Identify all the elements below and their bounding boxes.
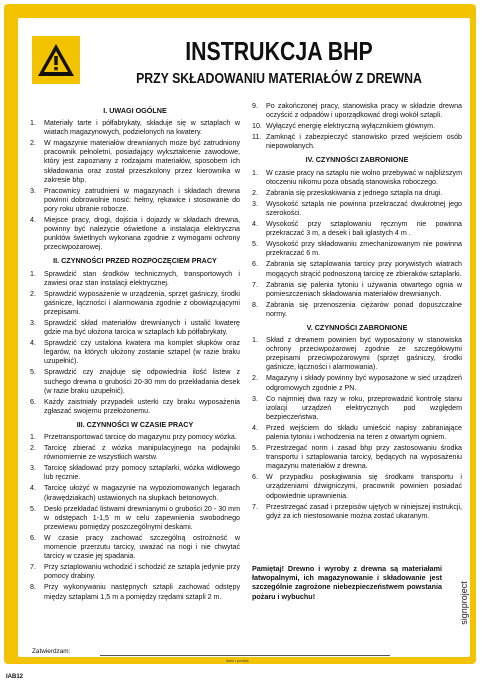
item-number: 1. [252,168,258,177]
list-item [30,534,240,561]
item-number: 4. [30,484,36,493]
item-text: Wysokość przy składowaniu zmechanizowanym nie powinna przekraczać 6 m. [266,240,462,258]
item-number: 4. [252,423,258,432]
section-list [252,336,462,521]
brand-name: signproject [458,581,469,625]
item-text: W czasie pracy zachować szczególną ostrożność w momencie przerzutu tarcicy, uważać na nogi i nie chwytać tarcicy w czasie jej spadania. [44,533,240,561]
item-number: 7. [252,502,258,511]
list-item [252,503,462,521]
item-number: 6. [30,533,36,542]
item-text: Deski przekładać listwami drewnianymi o grubości 20 - 30 mm w odstępach 1-1,5 m w celu zapewnienia swobodnego przewiewu pomiędzy poszczególnymi deskami. [44,504,240,531]
item-number: 3. [252,394,258,403]
item-text: W magazynie materiałów drewnianych może być zatrudniony pracownik pełnoletni, posiadający wykształcenie zawodowe, który jest zapoznany z rodzajami materiałów, sposobem ich składowania oraz został przeszkolony przez kierownika w zakresie bhp. [44,139,240,184]
warning-sign [32,36,80,84]
list-item [30,339,240,366]
item-number: 7. [252,280,258,289]
item-number: 4. [252,220,258,229]
signature-line [100,655,390,656]
item-number: 5. [30,504,36,513]
page-subtitle: PRZY SKŁADOWANIU MATERIAŁÓW Z DREWNA [136,70,422,87]
section-heading: I. UWAGI OGÓLNE [103,106,167,115]
item-text: W przypadku posługiwania się środkami transportu i urządzeniami dźwigniczymi, pracownik powinien posiadać odpowiednie uprawnienia. [266,473,462,500]
item-number: 4. [30,216,36,225]
list-item [30,433,240,442]
list-item [252,102,462,120]
list-item [30,368,240,395]
list-item [30,119,240,137]
item-number: 6. [30,397,36,406]
yellow-frame [4,4,476,664]
item-text: Zabrania się przeskakiwania z jednego sztapla na drugi. [266,188,443,197]
item-number: 3. [30,186,36,195]
item-text: Tarcicę ułożyć w magazynie na wypoziomowanych legarach (krawędziakach) ustawionych na słupkach betonowych. [44,484,240,502]
item-number: 9. [252,102,258,110]
item-text: Przy wykonywaniu następnych sztapli zachować odstępy między sztaplami 1,5 m a pomiędzy rzędami sztapli 2 m. [44,583,240,601]
item-number: 1. [30,119,36,128]
item-number: 6. [252,260,258,269]
item-number: 3. [252,199,258,208]
item-text: Wyłączyć energię elektryczną wyłącznikiem głównym. [266,122,436,131]
item-text: Tarcicę zbierać z wózka manipulacyjnego na podajniki równomiernie ze wszystkich warstw. [44,444,240,462]
item-text: Sprawdzić stan środków technicznych, transportowych i zawiesi oraz stan instalacji elektrycznej. [44,269,240,287]
section-list [30,433,240,602]
item-number: 6. [252,473,258,482]
item-text: Tarcicę składować przy pomocy sztaplarki, wózka widłowego lub ręcznie. [44,464,240,482]
item-text: Zabrania się przenoszenia ciężarów ponad dopuszczalne normy. [266,300,462,318]
item-text: Co najmniej dwa razy w roku, przeprowadzić kontrolę stanu izolacji urządzeń elektrycznych pod względem bezpieczeństwa. [266,394,462,421]
item-text: Przestrzegać norm i zasad bhp przy zastosowaniu środka transportu i sztaplowania tarcicy, będących na wyposażeniu magazynu materiałów z drewna. [266,444,462,471]
list-item [30,563,240,581]
item-text: Zabrania się palenia tytoniu i używania otwartego ognia w pomieszczeniach składowania materiałów drewnianych. [266,280,462,298]
list-item [252,240,462,258]
item-text: Każdy zaistniały przypadek usterki czy braku wyposażenia zgłaszać swojemu przełożonemu. [44,397,240,415]
item-number: 11. [252,133,262,142]
item-text: Przetransportować tarcicę do magazynu przy pomocy wózka. [44,433,237,441]
item-text: Sprawdzić czy znajduje się odpowiednia ilość listew z suchego drewna o grubości 20-30 mm do przekładania desek (w razie braku uzupełnić). [44,368,240,395]
item-number: 8. [30,583,36,592]
list-item [30,270,240,288]
item-text: Przy sztaplowaniu wchodzić i schodzić ze sztapla jedynie przy pomocy drabiny. [44,563,240,581]
item-number: 1. [30,433,36,441]
signature-caption: data i podpis [226,658,249,663]
item-text: Wysokość sztapla nie powinna przekraczać dwukrotnej jego szerokości. [266,199,462,217]
list-item [252,395,462,422]
list-item [30,319,240,337]
list-item [252,301,462,319]
fire-warning-notice: Pamiętaj! Drewno i wyroby z drewna są materiałami łatwopalnymi, ich magazynowanie i składowanie jest szczególnie zagrożone niebezpieczeństwem powstania pożaru i wybuchu! [252,564,442,601]
list-item [30,484,240,502]
section-list-continued [252,102,462,151]
item-number: 4. [30,339,36,348]
item-number: 2. [30,139,36,148]
list-item [252,473,462,500]
left-column [30,102,240,604]
list-item [30,444,240,462]
item-text: Materiały tarte i półfabrykaty, składuje się w sztaplach w wiatach magazynowych, podzielonych na kwatery. [44,119,240,137]
section-list [252,169,462,319]
item-text: Miejsce pracy, drogi, dojścia i dojazdy w składach drewna, powinny być należycie oświetlone a instalacja elektryczna punktów świetlnych wykonana zgodnie z wymogami ochrony przeciwpożarowej. [44,216,240,252]
item-text: Magazyny i składy powinny być wyposażone w sieć urządzeń odgromowych zgodnie z PN. [266,374,462,392]
item-number: 1. [30,269,36,278]
section-heading: V. CZYNNOŚCI ZABRONIONE [306,322,408,332]
item-text: Przed wejściem do składu umieścić napisy zabraniające palenia tytoniu i wchodzenia na teren z otwartym ogniem. [266,423,462,441]
item-number: 1. [252,336,258,345]
item-number: 2. [252,374,258,383]
section-heading: II. CZYNNOŚCI PRZED ROZPOCZĘCIEM PRACY [53,256,217,266]
item-number: 2. [30,289,36,298]
item-text: W czasie pracy na sztaplu nie wolno przebywać w najbliższym otoczeniu nikomu poza obsadą stanowiska roboczego. [266,168,462,186]
list-item [252,281,462,299]
item-number: 10. [252,122,262,131]
list-item [30,398,240,416]
section-list [30,119,240,252]
page-title: INSTRUKCJA BHP [185,36,373,66]
item-number: 8. [252,300,258,309]
list-item [252,133,462,151]
item-text: Zamknąć i zabezpieczyć stanowisko przed wejściem osób niepowołanych. [266,133,462,151]
list-item [252,374,462,392]
item-text: Skład z drewnem powinien być wyposażony w stanowiska ochrony przeciwpożarowej zgodnie ze szczegółowymi przepisami przeciwpożarowymi (sprzęt gaśniczy, środki gaśnicze, łączności i alarmowania). [266,336,462,372]
list-item [30,464,240,482]
item-number: 5. [252,444,258,453]
item-number: 3. [30,318,36,327]
section-list [30,270,240,416]
item-number: 5. [252,240,258,249]
right-column [252,102,462,523]
list-item [252,424,462,442]
section-heading: IV. CZYNNOŚCI ZABRONIONE [305,155,409,165]
list-item [30,139,240,184]
approval-label: Zatwierdzam: [32,648,71,655]
item-number: 3. [30,464,36,473]
item-number: 2. [252,188,258,197]
item-number: 2. [30,444,36,453]
warning-triangle-icon [36,42,76,78]
item-text: Po zakończonej pracy, stanowiska pracy w składzie drewna oczyścić z odpadów i uporządkować drogi wokół sztapli. [266,102,462,120]
brand-logo [458,578,482,638]
section-heading: III. CZYNNOŚCI W CZASIE PRACY [76,419,194,429]
item-text: Zabrania się sztaplowania tarcicy przy porywistych wiatrach mogących strącić podnoszoną tarcicę ze zbieraków sztaplarki. [266,260,462,278]
item-number: 5. [30,368,36,377]
item-text: Przestrzegać zasad i przepisów ujętych w niniejszej instrukcji, gdyż za ich niestosowanie można zostać ukaranym. [266,502,462,520]
instruction-panel [18,18,470,663]
list-item [252,169,462,187]
item-text: Pracownicy zatrudnieni w magazynach i składach drewna powinni dobrowolnie nosić: hełmy, rękawice i stosowanie do pory roku ubranie robocze. [44,186,240,213]
item-text: Sprawdzić wyposażenie w urządzenia, sprzęt gaśniczy, środki gaśnicze, łączności i alarmowania zgodnie z obowiązującymi przepisami. [44,289,240,316]
list-item [30,290,240,317]
item-text: Sprawdzić czy ustalona kwatera ma komplet słupków oraz legarów, na których ułożony zostanie sztapel (w razie braku uzupełnić). [44,339,240,366]
list-item [252,444,462,471]
list-item [252,122,462,131]
item-text: Sprawdzić skład materiałów drewnianych i ustalić kwaterę gdzie ma być ułożona tarcica w sztaplach lub półfabrykaty. [44,318,240,337]
list-item [252,220,462,238]
list-item [252,189,462,198]
list-item [30,583,240,601]
list-item [252,336,462,372]
list-item [30,216,240,252]
item-text: Wysokość przy sztaplowaniu ręcznym nie powinna przekraczać 3 m, a desek i bali iglastych 4 m . [266,220,462,238]
product-code: IAB12 [6,674,24,680]
item-number: 7. [30,563,36,572]
list-item [30,187,240,214]
list-item [252,200,462,218]
list-item [252,260,462,278]
list-item [30,505,240,532]
